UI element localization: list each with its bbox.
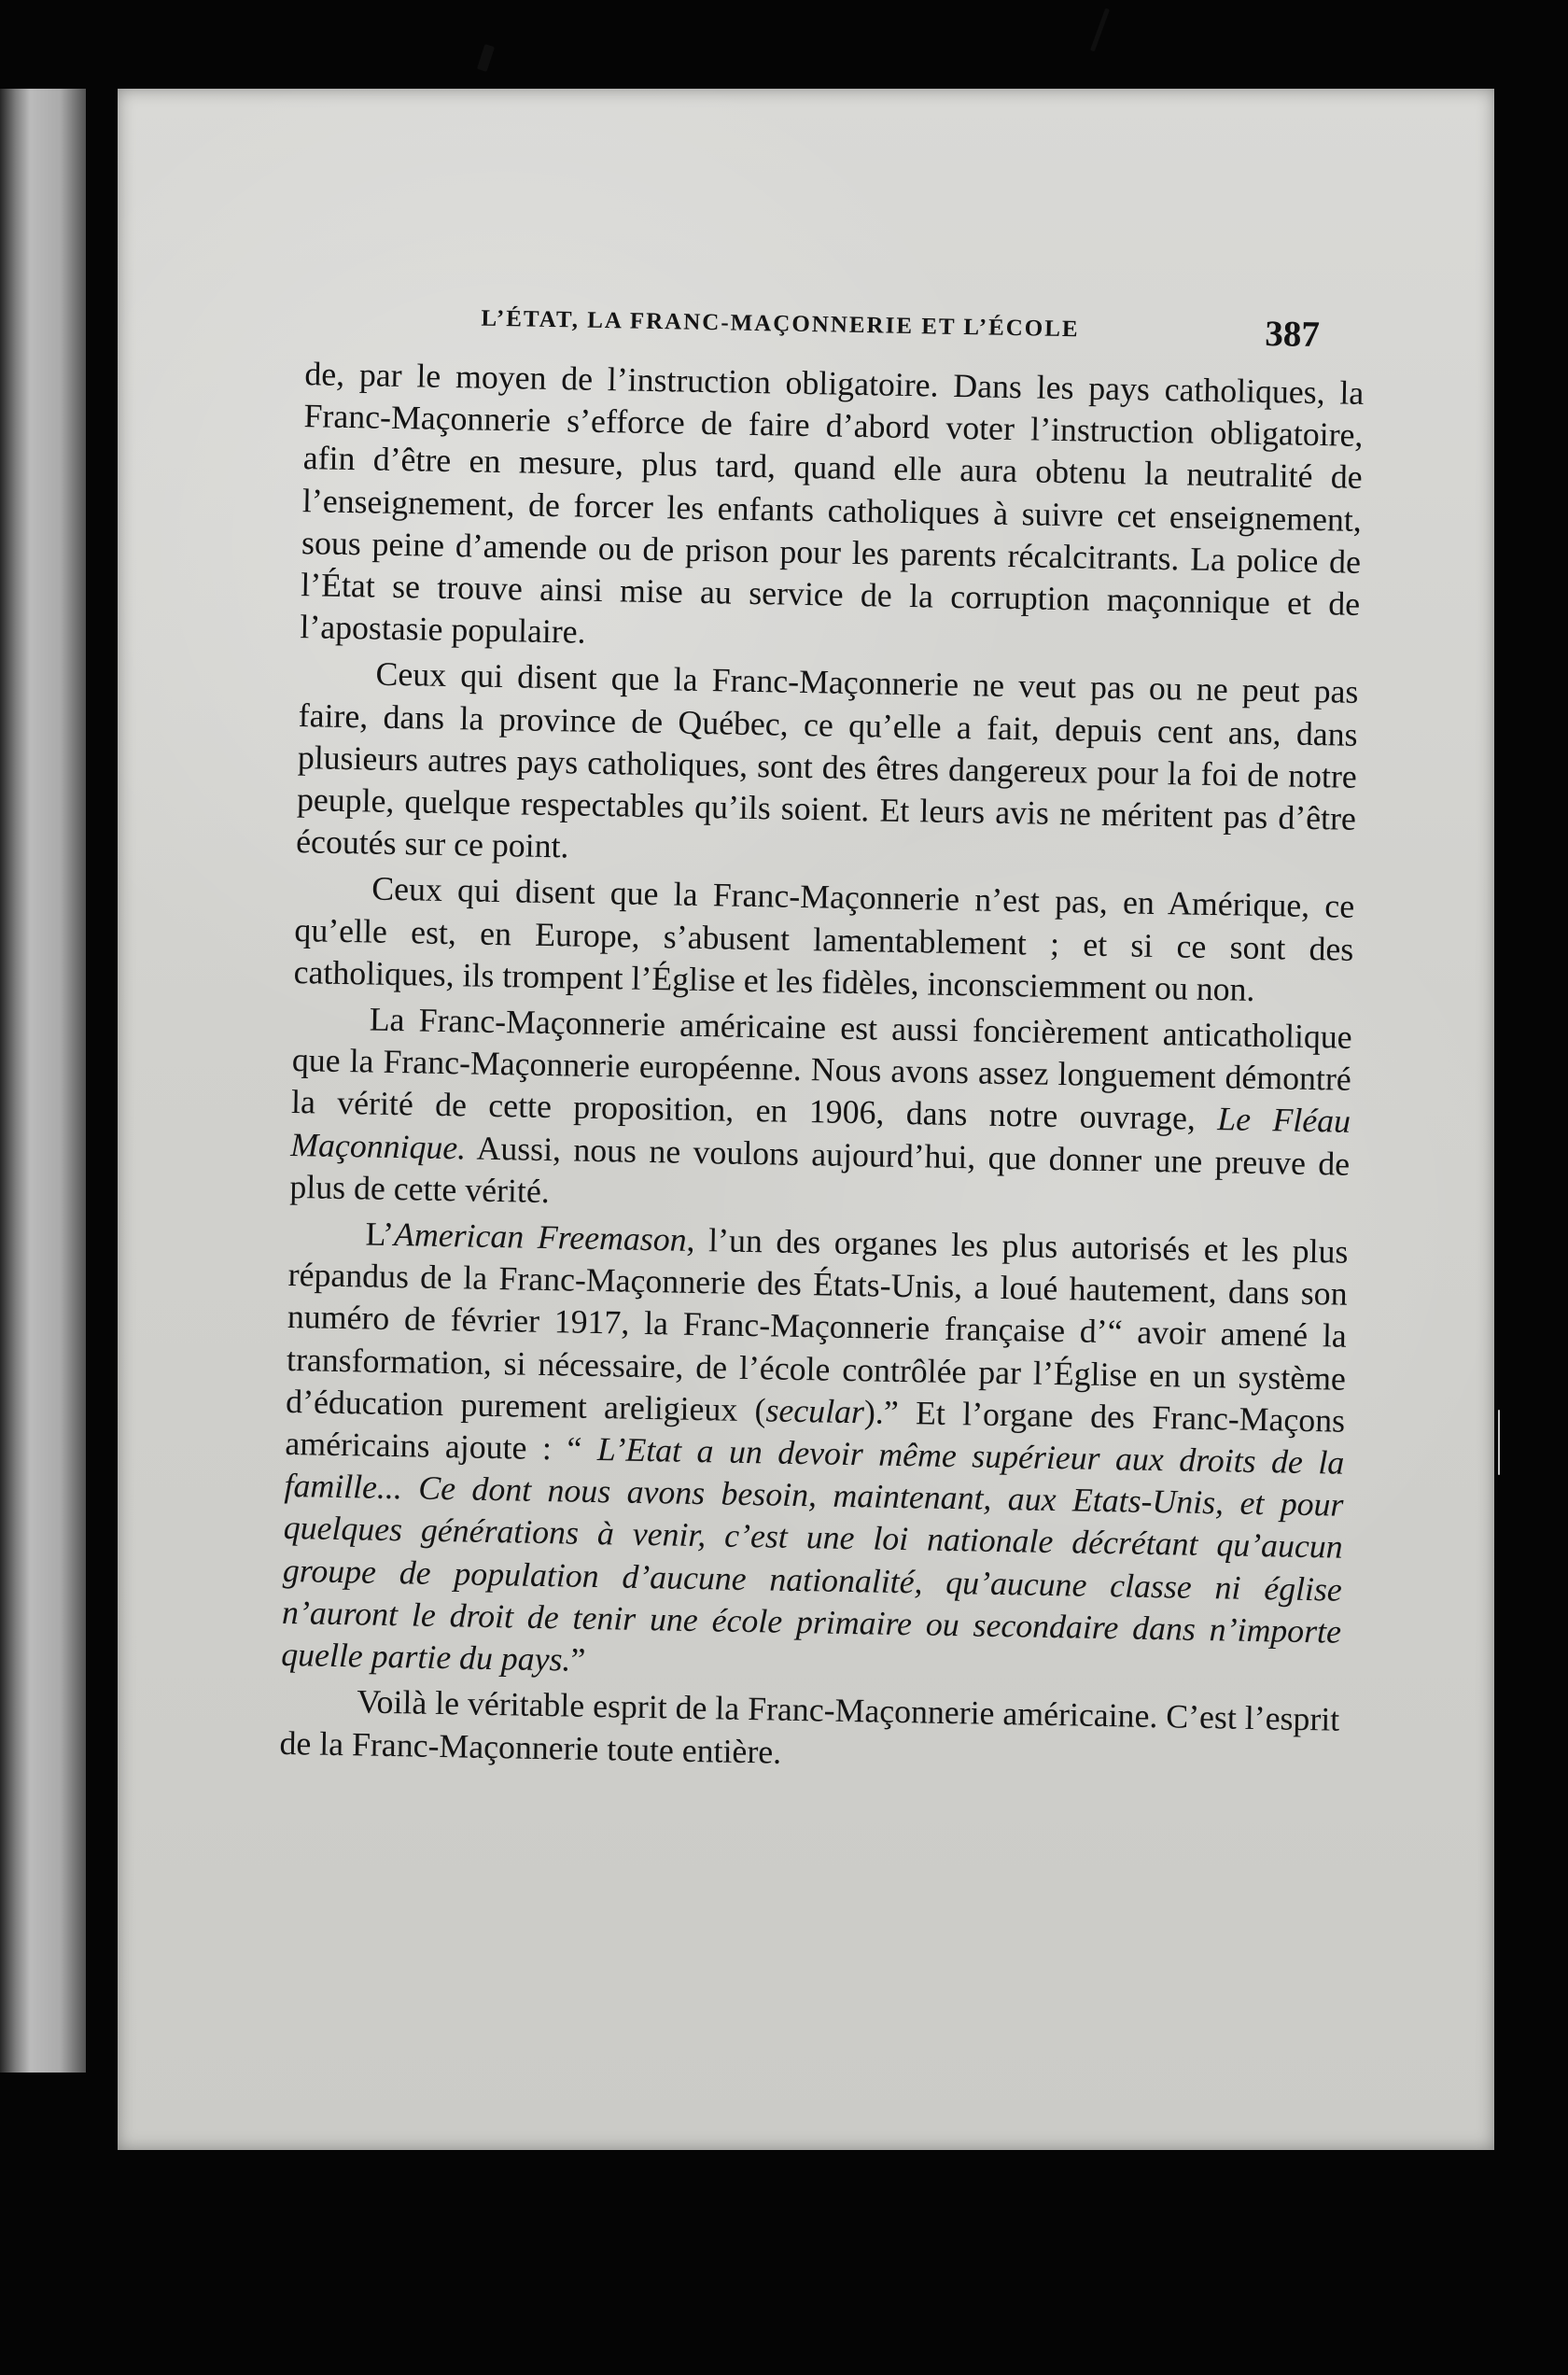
paragraph-2: Ceux qui disent que la Franc-Maçonnerie ne veut pas ou ne peut pas faire, dans la province de Québec, ce qu’elle a fait, depuis cent ans, dans plusieurs autres pays catholiques, sont des êtres dangereux pour la foi de notre peuple, quelque respectables qu’ils soient. Et leurs avis ne méritent pas d’être écoutés sur ce point. bbox=[295, 654, 1359, 865]
secular-term: secular bbox=[765, 1391, 865, 1431]
paragraph-5-before-quote: ).” Et l’organe des Franc-Maçons américains ajoute : “ bbox=[285, 1393, 1346, 1469]
page-number: 387 bbox=[1265, 313, 1321, 356]
quote-closing-mark: ” bbox=[570, 1640, 586, 1679]
quoted-passage: L’Etat a un devoir même supérieur aux droits de la famille... Ce dont nous avons besoin, maintenant, aux Etats-Unis, et pour quelques générations à venir, c’est une loi nationale décrétant qu’aucun groupe de population d’aucune nationalité, qu’aucune classe ni église n’auront le droit de tenir une école primaire ou secondaire dans n’importe quelle partie du pays. bbox=[280, 1430, 1345, 1679]
paragraph-5 bbox=[281, 1212, 1349, 1695]
paragraph-5-middle: , l’un des organes les plus autorisés et les plus répandus de la Franc-Maçonnerie des États-Unis, a loué hautement, dans son numéro de février 1917, la Franc-Maçonnerie française d’“ avoir amené la transformation, si nécessaire, de l’école contrôlée par l’Église en un système d’éducation purement areligieux ( bbox=[285, 1220, 1349, 1429]
adjacent-page-edge bbox=[0, 89, 86, 2073]
book-title: Le Fléau Maçonnique. bbox=[289, 1100, 1351, 1167]
film-speck bbox=[1090, 8, 1110, 52]
paragraph-4-text-start: La Franc-Maçonnerie américaine est aussi foncièrement anticatholique que la Franc-Maçonnerie européenne. Nous avons assez longuement démontré la vérité de cette proposition, en 1906, dans notre ouvrage, bbox=[290, 1000, 1352, 1138]
journal-title: American Freemason bbox=[393, 1216, 687, 1258]
paragraph-4-text-end: Aussi, nous ne voulons aujourd’hui, que donner une preuve de plus de cette vérité. bbox=[289, 1129, 1351, 1210]
paragraph-5-lead: L’ bbox=[365, 1215, 395, 1254]
paragraph-3: Ceux qui disent que la Franc-Maçonnerie n’est pas, en Amérique, ce qu’elle est, en Europe, s’abusent lamentablement ; et si ce sont des catholiques, ils trompent l’Église et les fidèles, inconsciemment ou non. bbox=[293, 869, 1355, 1008]
film-speck bbox=[477, 44, 495, 72]
body-text bbox=[279, 353, 1365, 1787]
page-scratch bbox=[1498, 1410, 1500, 1475]
paragraph-6: Voilà le véritable esprit de la Franc-Maçonnerie américaine. C’est l’esprit de la Franc-Maçonnerie toute entière. bbox=[279, 1682, 1340, 1771]
paragraph-1: de, par le moyen de l’instruction obligatoire. Dans les pays catholiques, la Franc-Maçonnerie s’efforce de faire d’abord voter l’instruction obligatoire, afin d’être en mesure, plus tard, quand elle aura obtenu la neutralité de l’enseignement, de forcer les enfants catholiques à suivre cet enseignement, sous peine d’amende ou de prison pour les parents récalcitrants. La police de l’État se trouve ainsi mise au service de la corruption maçonnique et de l’apostasie populaire. bbox=[300, 355, 1365, 651]
running-title: L’ÉTAT, LA FRANC-MAÇONNERIE ET L’ÉCOLE bbox=[481, 305, 1080, 343]
scanned-page bbox=[118, 89, 1494, 2150]
paragraph-4 bbox=[289, 997, 1352, 1228]
page-content bbox=[215, 294, 1415, 2164]
